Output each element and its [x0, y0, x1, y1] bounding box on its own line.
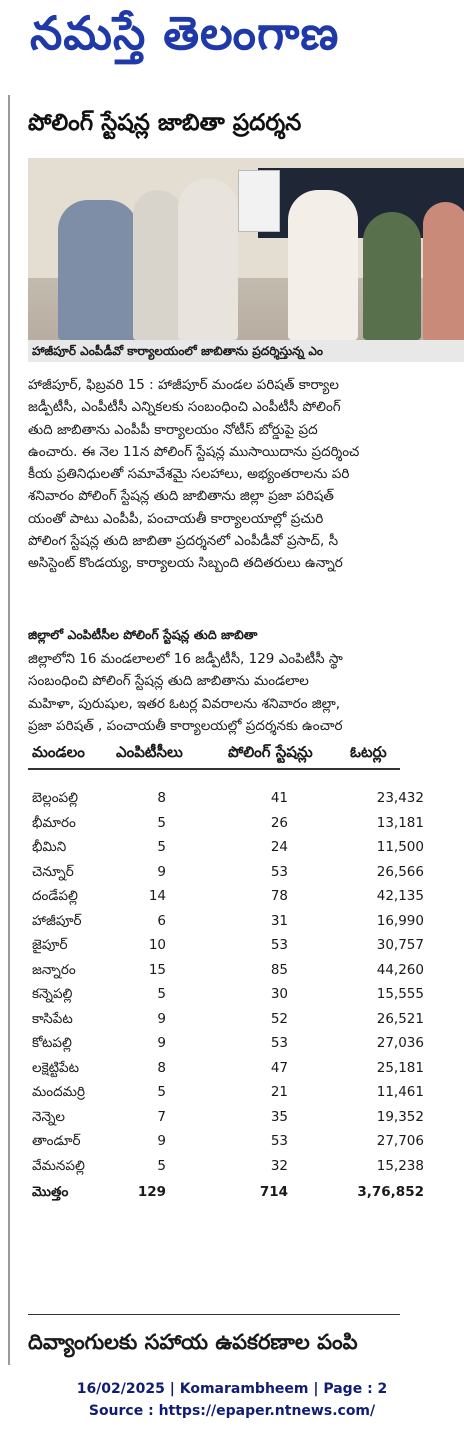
page-footer — [0, 1378, 464, 1422]
cell-mandal: భీమారం — [32, 814, 76, 831]
table-row — [28, 864, 464, 888]
cell-polling-stations: 53 — [270, 937, 288, 953]
cell-voters: 42,135 — [376, 888, 424, 904]
body-line: మహిళా, పురుషుల, ఇతర ఓటర్ల వివరాలను శనివారం జిల్లా, — [28, 695, 341, 712]
table-row — [28, 1158, 464, 1182]
cell-mandal: జైపూర్ — [32, 937, 68, 953]
cell-voters: 19,352 — [376, 1108, 424, 1125]
cell-polling-stations: 78 — [270, 888, 288, 904]
cell-mptcs: 8 — [157, 790, 166, 806]
body-line: ప్రజా పరిషత్ , పంచాయతీ కార్యాలయల్లో ప్రదర్శనకు ఉంచార — [28, 717, 343, 734]
cell-polling-stations: 714 — [259, 1184, 288, 1200]
footer-source: Source : https://epaper.ntnews.com/ — [88, 1403, 376, 1419]
cell-voters: 16,990 — [376, 912, 424, 929]
cell-mptcs: 9 — [157, 1035, 166, 1051]
cell-voters: 26,566 — [376, 863, 424, 880]
cell-voters: 44,260 — [376, 961, 424, 978]
cell-mandal: కాసిపేట — [32, 1010, 73, 1027]
cell-polling-stations: 53 — [270, 1035, 288, 1051]
table-row — [28, 815, 464, 839]
header-voters: ఓటర్లు — [350, 743, 387, 761]
cell-polling-stations: 31 — [270, 912, 288, 929]
cell-polling-stations: 21 — [270, 1084, 288, 1100]
cell-mandal: వేమనపల్లి — [32, 1157, 85, 1174]
cell-polling-stations: 30 — [270, 986, 288, 1002]
footer-date-edition: 16/02/2025 | Komarambheem | Page : 2 — [76, 1381, 388, 1397]
cell-mandal: హాజీపూర్ — [32, 912, 82, 929]
cell-mandal: చెన్నూర్ — [32, 863, 74, 880]
table-row — [28, 1035, 464, 1059]
body-line: అసిస్టెంట్ కొండయ్య, కార్యాలయ సిబ్బంది తదితరులు ఉన్నార — [28, 555, 343, 572]
body-line: ఉంచారు. ఈ నెల 11న పోలింగ్ స్టేషన్ల ముసాయిదాను ప్రదర్శించ — [28, 443, 360, 460]
table-row — [28, 1133, 464, 1157]
cell-voters: 30,757 — [376, 937, 424, 953]
cell-voters: 27,706 — [376, 1133, 424, 1149]
cell-voters: 15,238 — [376, 1157, 424, 1174]
header-mandal: మండలం — [32, 743, 85, 761]
article-body-2 — [28, 648, 464, 737]
table-row — [28, 888, 464, 912]
cell-mptcs: 8 — [157, 1059, 166, 1076]
cell-voters: 11,500 — [376, 839, 424, 855]
next-article-headline: దివ్యాంగులకు సహాయ ఉపకరణాల పంపి — [28, 1330, 358, 1354]
cell-mptcs: 9 — [157, 863, 166, 880]
article-photo — [28, 158, 464, 340]
body-line: యంతో పాటు ఎంపీపీ, పంచాయతీ కార్యాలయాల్లో ప్రచురి — [28, 510, 324, 527]
cell-mptcs: 15 — [148, 961, 166, 978]
cell-mandal: భీమిని — [32, 839, 67, 855]
body-line: కీయ ప్రతినిధులతో సమావేశమై సలహాలు, అభ్యంతరాలను పరి — [28, 466, 350, 483]
masthead — [0, 0, 464, 92]
column-divider — [8, 95, 10, 1365]
cell-voters: 15,555 — [376, 986, 424, 1002]
cell-mptcs: 9 — [157, 1133, 166, 1149]
header-mptcs: ఎంపిటీసీలు — [116, 743, 183, 761]
table-rule — [28, 768, 400, 770]
cell-mptcs: 9 — [157, 1010, 166, 1027]
table-row — [28, 962, 464, 986]
table-row — [28, 1011, 464, 1035]
table-bottom-rule — [28, 1314, 400, 1315]
cell-voters: 23,432 — [376, 790, 424, 806]
cell-mptcs: 10 — [148, 937, 166, 953]
cell-mandal: బెల్లంపల్లి — [32, 790, 79, 806]
cell-voters: 27,036 — [376, 1035, 424, 1051]
cell-polling-stations: 24 — [270, 839, 288, 855]
cell-mandal: నెన్నెల — [32, 1108, 65, 1125]
table-row — [28, 937, 464, 961]
cell-voters: 26,521 — [376, 1010, 424, 1027]
article-subhead: జిల్లాలో ఎంపిటీసీల పోలింగ్ స్టేషన్ల తుది జాబితా — [28, 627, 258, 642]
cell-polling-stations: 53 — [270, 1133, 288, 1149]
cell-mptcs: 7 — [157, 1108, 166, 1125]
body-line: శనివారం పోలింగ్ స్టేషన్ల తుది జాబితాను జిల్లా ప్రజా పరిషత్ — [28, 488, 334, 505]
cell-mptcs: 5 — [157, 814, 166, 831]
cell-voters: 13,181 — [376, 814, 424, 831]
cell-mptcs: 14 — [148, 888, 166, 904]
article-headline: పోలింగ్ స్టేషన్ల జాబితా ప్రదర్శన — [28, 110, 302, 136]
cell-mandal: జన్నారం — [32, 961, 76, 978]
cell-mandal: లక్షెట్టిపేట — [32, 1059, 80, 1076]
table-row — [28, 1060, 464, 1084]
cell-voters: 25,181 — [376, 1059, 424, 1076]
article-body — [28, 374, 464, 575]
header-polling-stations: పోలింగ్ స్టేషన్లు — [228, 743, 313, 761]
cell-mptcs: 5 — [157, 839, 166, 855]
body-line: పోలింగ స్టేషన్ల తుది జాబితా ప్రదర్శనలో ఎంపీడీవో ప్రసాద్, సీ — [28, 533, 339, 550]
cell-mandal: మొత్తం — [32, 1184, 69, 1200]
table-row — [28, 986, 464, 1010]
cell-mandal: కోటపల్లి — [32, 1035, 72, 1051]
cell-polling-stations: 26 — [270, 814, 288, 831]
cell-mptcs: 129 — [137, 1184, 166, 1200]
cell-polling-stations: 85 — [270, 961, 288, 978]
cell-polling-stations: 47 — [270, 1059, 288, 1076]
cell-polling-stations: 53 — [270, 863, 288, 880]
cell-mandal: దండేపల్లి — [32, 888, 78, 904]
body-line: జిల్లాలోని 16 మండలాలలో 16 జడ్పీటీసీ, 129 ఎంపిటీసీ స్థా — [28, 651, 343, 667]
table-row — [28, 1109, 464, 1133]
table-total-row — [28, 1184, 464, 1208]
body-line: సంబంధించి పోలింగ్ స్టేషన్ల తుది జాబితాను మండలాల — [28, 673, 309, 690]
table-row — [28, 1084, 464, 1108]
cell-polling-stations: 32 — [270, 1157, 288, 1174]
cell-mandal: మందమర్రి — [32, 1084, 85, 1100]
body-line: తుది జాబితాను ఎంపీపీ కార్యాలయం నోటీస్ బోర్డుపై ప్రద — [28, 421, 318, 438]
notice-paper — [238, 170, 280, 232]
cell-mptcs: 5 — [157, 986, 166, 1002]
body-line: హాజీపూర్, ఫిబ్రవరి 15 : హాజీపూర్ మండల పరిషత్ కార్యాల — [28, 377, 339, 393]
cell-mandal: తాండూర్ — [32, 1133, 81, 1149]
body-line: జడ్పీటీసీ, ఎంపీటీసీ ఎన్నికలకు సంబంధించి ఎంపీటీసీ పోలింగ్ — [28, 399, 341, 416]
cell-voters: 3,76,852 — [357, 1184, 424, 1200]
cell-mptcs: 5 — [157, 1157, 166, 1174]
cell-voters: 11,461 — [376, 1084, 424, 1100]
table-row — [28, 913, 464, 937]
cell-polling-stations: 41 — [270, 790, 288, 806]
photo-caption: హాజీపూర్ ఎంపీడీవో కార్యాలయంలో జాబితాను ప్రదర్శిస్తున్న ఎం — [28, 340, 464, 362]
newspaper-logo: నమస్తే తెలంగాణ — [30, 6, 340, 60]
table-row — [28, 839, 464, 863]
table-row — [28, 790, 464, 814]
cell-polling-stations: 35 — [270, 1108, 288, 1125]
cell-mptcs: 6 — [157, 912, 166, 929]
cell-polling-stations: 52 — [270, 1010, 288, 1027]
cell-mptcs: 5 — [157, 1084, 166, 1100]
cell-mandal: కన్నెపల్లి — [32, 986, 73, 1002]
